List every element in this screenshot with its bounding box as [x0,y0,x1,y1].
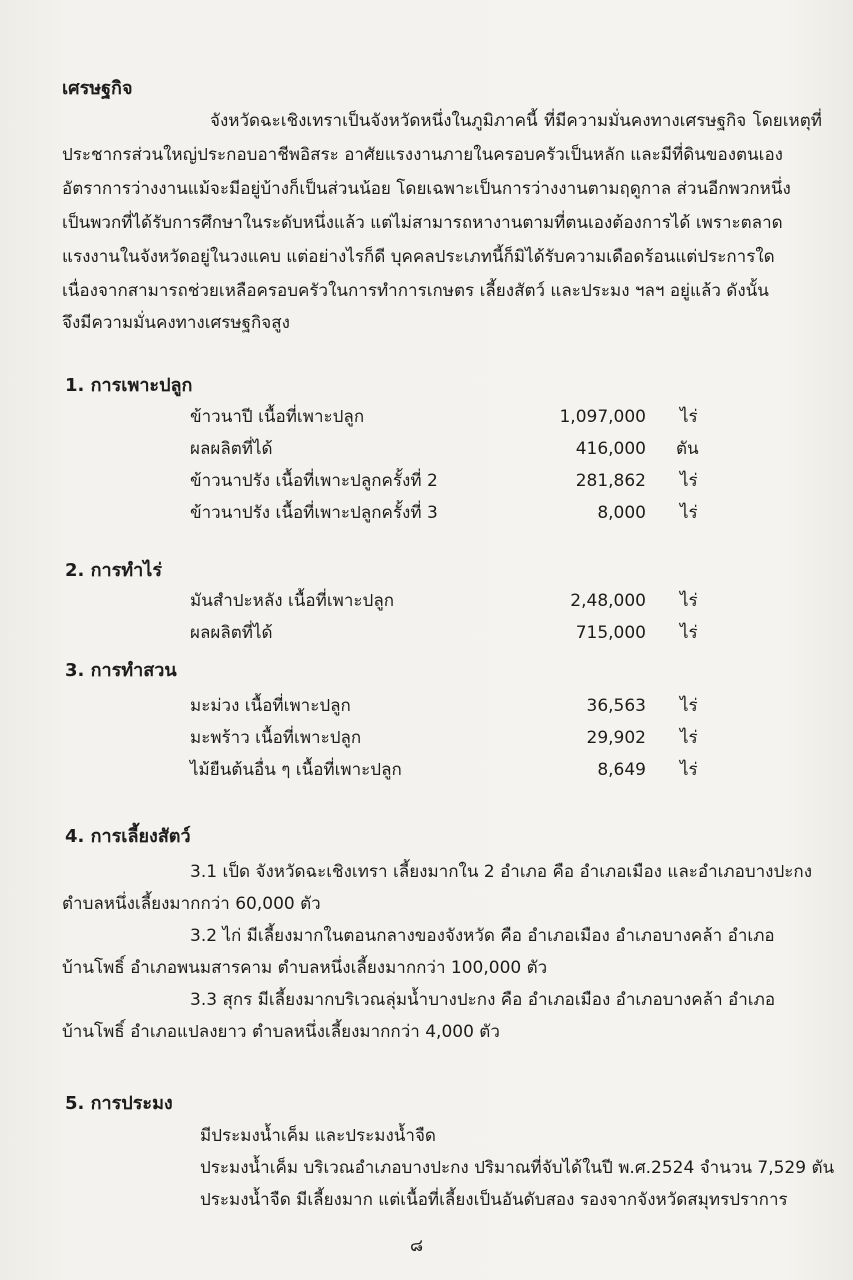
row-unit: ตัน [676,439,699,459]
row-value: 281,862 [575,471,646,491]
section-heading-orchards: 3. การทำสวน [65,660,177,681]
page-number: ๘ [410,1236,424,1256]
economy-line-1: จังหวัดฉะเชิงเทราเป็นจังหวัดหนึ่งในภูมิภาคนี้ ที่มีความมั่นคงทางเศรษฐกิจ โดยเหตุที่ [210,111,822,131]
economy-line-7: จึงมีความมั่นคงทางเศรษฐกิจสูง [62,313,290,333]
section-heading-fishery: 5. การประมง [65,1093,173,1114]
row-label: ข้าวนาปี เนื้อที่เพาะปลูก [190,407,365,427]
livestock-item-chicken-line-2: บ้านโพธิ์ อำเภอพนมสารคาม ตำบลหนึ่งเลี้ยงมากกว่า 100,000 ตัว [62,958,548,978]
livestock-item-pig-line-1: 3.3 สุกร มีเลี้ยงมากบริเวณลุ่มน้ำบางปะกง คือ อำเภอเมือง อำเภอบางคล้า อำเภอ [190,990,776,1010]
economy-line-5: แรงงานในจังหวัดอยู่ในวงแคบ แต่อย่างไรก็ดี บุคคลประเภทนี้ก็มิได้รับความเดือดร้อนแต่ประการใด [62,247,775,267]
livestock-item-chicken-line-1: 3.2 ไก่ มีเลี้ยงมากในตอนกลางของจังหวัด คือ อำเภอเมือง อำเภอบางคล้า อำเภอ [190,926,775,946]
row-value: 29,902 [586,728,646,748]
row-value: 8,000 [597,503,646,523]
row-label: ผลผลิตที่ได้ [190,439,273,459]
livestock-item-pig-line-2: บ้านโพธิ์ อำเภอแปลงยาว ตำบลหนึ่งเลี้ยงมากกว่า 4,000 ตัว [62,1022,500,1042]
row-label: ผลผลิตที่ได้ [190,623,273,643]
row-value: 8,649 [597,760,646,780]
row-unit: ไร่ [680,728,698,748]
section-heading-livestock: 4. การเลี้ยงสัตว์ [65,826,191,847]
fishery-line-1: มีประมงน้ำเค็ม และประมงน้ำจืด [200,1126,436,1146]
row-value: 1,097,000 [559,407,646,427]
row-unit: ไร่ [680,503,698,523]
row-value: 416,000 [575,439,646,459]
economy-line-2: ประชากรส่วนใหญ่ประกอบอาชีพอิสระ อาศัยแรงงานภายในครอบครัวเป็นหลัก และมีที่ดินของตนเอง [62,145,783,165]
livestock-item-duck-line-2: ตำบลหนึ่งเลี้ยงมากกว่า 60,000 ตัว [62,894,321,914]
row-unit: ไร่ [680,696,698,716]
row-label: มะพร้าว เนื้อที่เพาะปลูก [190,728,362,748]
row-value: 2,48,000 [570,591,646,611]
row-unit: ไร่ [680,760,698,780]
row-label: ไม้ยืนต้นอื่น ๆ เนื้อที่เพาะปลูก [190,760,402,780]
row-label: มะม่วง เนื้อที่เพาะปลูก [190,696,351,716]
row-label: ข้าวนาปรัง เนื้อที่เพาะปลูกครั้งที่ 3 [190,503,438,523]
row-unit: ไร่ [680,471,698,491]
section-heading-cultivation: 1. การเพาะปลูก [65,375,193,396]
row-value: 715,000 [575,623,646,643]
economy-line-4: เป็นพวกที่ได้รับการศึกษาในระดับหนึ่งแล้ว แต่ไม่สามารถหางานตามที่ตนเองต้องการได้ เพราะตลาด [62,213,783,233]
row-unit: ไร่ [680,591,698,611]
row-value: 36,563 [586,696,646,716]
section-heading-field-crops: 2. การทำไร่ [65,560,162,581]
economy-line-6: เนื่องจากสามารถช่วยเหลือครอบครัวในการทำการเกษตร เลี้ยงสัตว์ และประมง ฯลฯ อยู่แล้ว ดังนั้น [62,281,769,301]
row-unit: ไร่ [680,623,698,643]
economy-line-3: อัตราการว่างงานแม้จะมีอยู่บ้างก็เป็นส่วนน้อย โดยเฉพาะเป็นการว่างงานตามฤดูกาล ส่วนอีกพวกหนึ่ง [62,179,791,199]
livestock-item-duck-line-1: 3.1 เป็ด จังหวัดฉะเชิงเทรา เลี้ยงมากใน 2 อำเภอ คือ อำเภอเมือง และอำเภอบางปะกง [190,862,813,882]
fishery-line-2: ประมงน้ำเค็ม บริเวณอำเภอบางปะกง ปริมาณที่จับได้ในปี พ.ศ.2524 จำนวน 7,529 ตัน [200,1158,835,1178]
row-label: ข้าวนาปรัง เนื้อที่เพาะปลูกครั้งที่ 2 [190,471,438,491]
row-unit: ไร่ [680,407,698,427]
section-heading-economy: เศรษฐกิจ [62,78,133,99]
row-label: มันสำปะหลัง เนื้อที่เพาะปลูก [190,591,395,611]
fishery-line-3: ประมงน้ำจืด มีเลี้ยงมาก แต่เนื้อที่เลี้ยงเป็นอันดับสอง รองจากจังหวัดสมุทรปราการ [200,1190,788,1210]
